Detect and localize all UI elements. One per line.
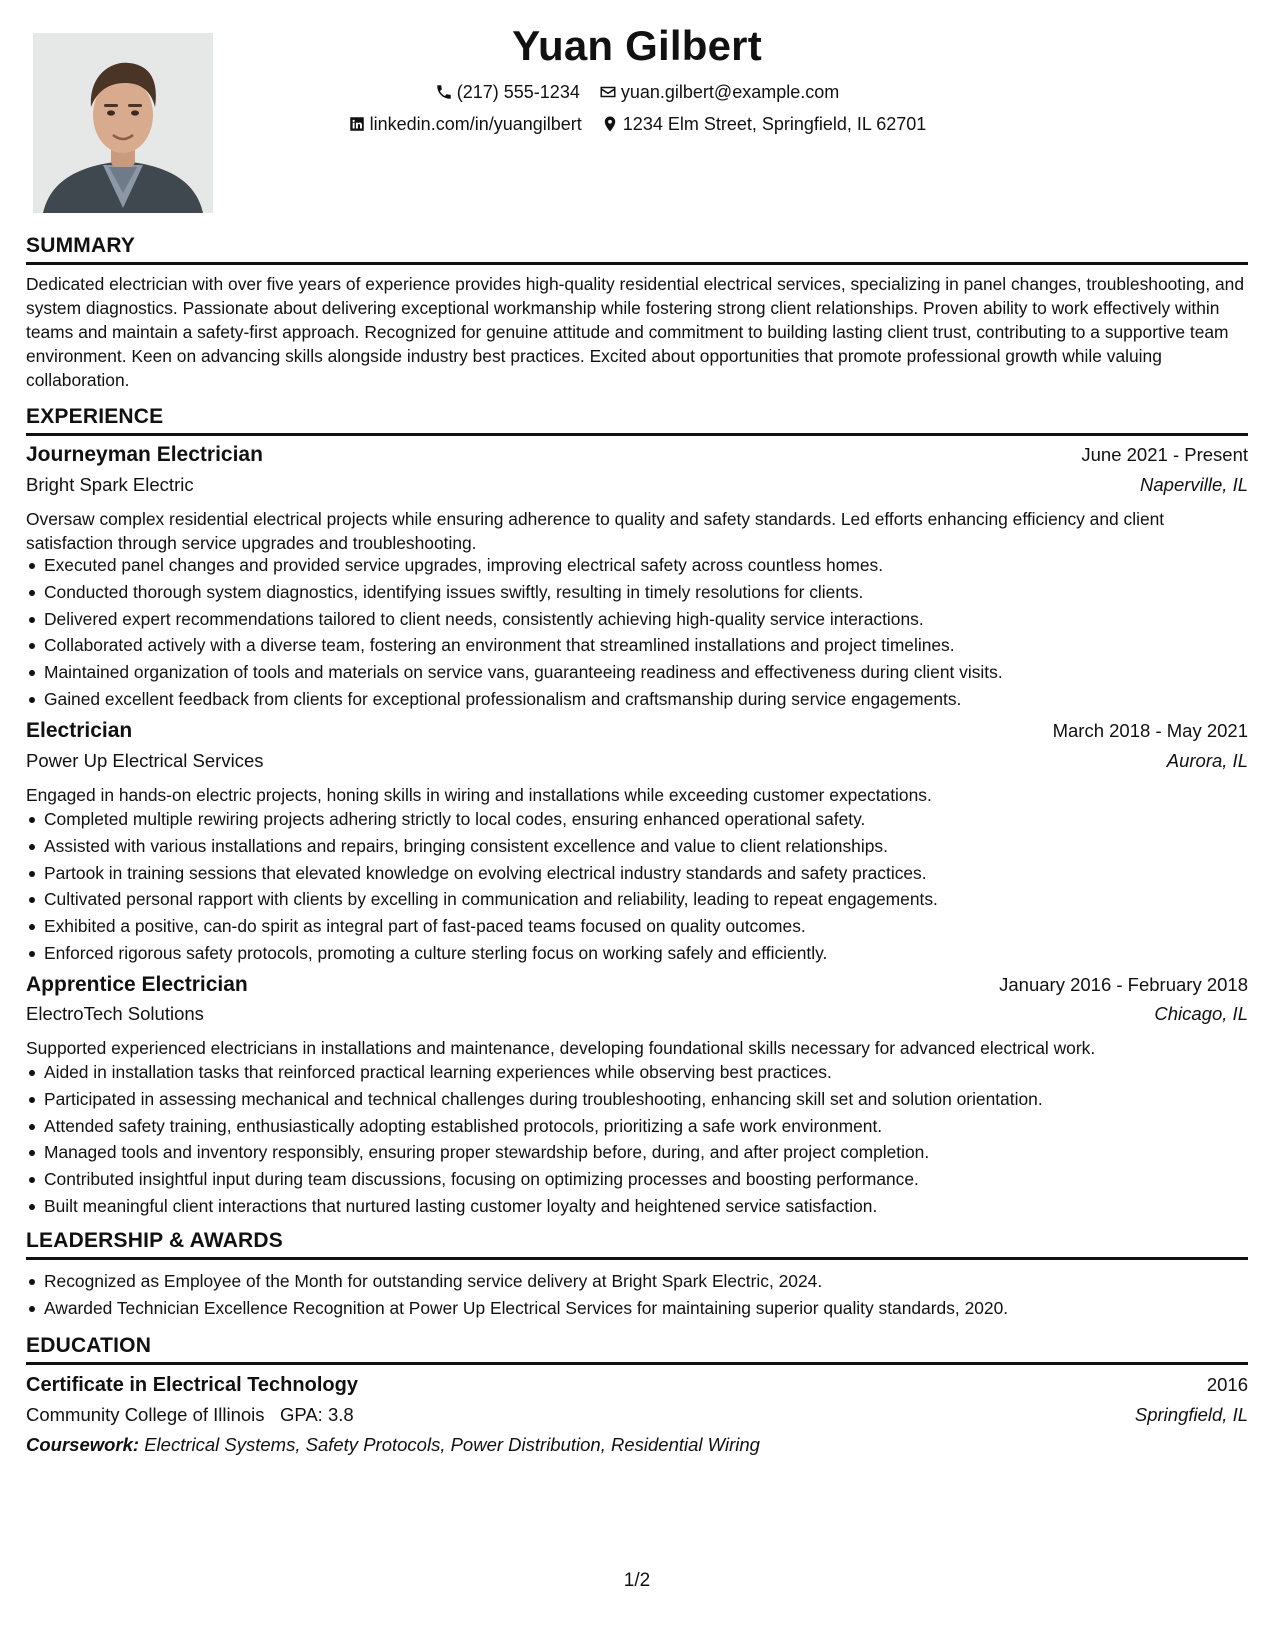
list-item: Enforced rigorous safety protocols, promoting a culture sterling focus on working safely and efficiently. (44, 940, 1266, 967)
list-item: Maintained organization of tools and materials on service vans, guaranteeing readiness and effectiveness during client visits. (44, 659, 1266, 686)
job-dates: June 2021 - Present (1081, 444, 1248, 465)
linkedin-icon (348, 115, 366, 133)
job-description: Engaged in hands-on electric projects, honing skills in wiring and installations while exceeding customer expectations. (26, 785, 932, 805)
gpa: GPA: 3.8 (279, 1404, 354, 1425)
school-name: Community College of Illinois (26, 1404, 265, 1425)
linkedin-contact[interactable] (348, 113, 582, 135)
job-description: Oversaw complex residential electrical projects while ensuring adherence to quality and safety standards. Led efforts enhancing efficiency and client satisfaction through service upgrades and troubleshooting. (26, 509, 1165, 553)
list-item: Recognized as Employee of the Month for outstanding service delivery at Bright Spark Electric, 2024. (44, 1268, 1266, 1295)
list-item: Partook in training sessions that elevated knowledge on evolving electrical industry standards and safety practices. (44, 860, 1266, 887)
education-heading: EDUCATION (26, 1334, 1248, 1365)
contact-line-1 (26, 81, 1248, 106)
company-name: Power Up Electrical Services (26, 750, 264, 771)
job-title: Journeyman Electrician (26, 443, 263, 466)
degree-name: Certificate in Electrical Technology (26, 1374, 358, 1396)
job-title: Electrician (26, 719, 133, 742)
list-item: Awarded Technician Excellence Recognition at Power Up Electrical Services for maintaining superior quality standards, 2020. (44, 1295, 1266, 1322)
list-item: Cultivated personal rapport with clients by excelling in communication and reliability, leading to repeat engagements. (44, 886, 1266, 913)
summary-text: Dedicated electrician with over five years of experience provides high-quality residential electrical services, specializing in panel changes, troubleshooting, and system diagnostics. Passionate about delivering exceptional workmanship while fostering strong client relationships. Proven ability to work effectively within teams and maintain a safety-first approach. Recognized for genuine attitude and commitment to building lasting client trust, contributing to a supportive team environment. Keen on advancing skills alongside industry best practices. Excited about opportunities that promote professional growth while valuing collaboration. (26, 274, 1245, 390)
map-pin-icon (601, 115, 619, 133)
list-item: Executed panel changes and provided service upgrades, improving electrical safety across countless homes. (44, 552, 1266, 579)
job-location: Chicago, IL (1154, 1003, 1248, 1024)
list-item: Conducted thorough system diagnostics, identifying issues swiftly, resulting in timely resolutions for clients. (44, 579, 1266, 606)
phone-contact[interactable] (435, 81, 580, 103)
list-item: Managed tools and inventory responsibly, ensuring proper stewardship before, during, and after project completion. (44, 1139, 1266, 1166)
list-item: Participated in assessing mechanical and technical challenges during troubleshooting, enhancing skill set and solution orientation. (44, 1086, 1266, 1113)
experience-heading: EXPERIENCE (26, 405, 1248, 436)
company-name: ElectroTech Solutions (26, 1003, 204, 1024)
list-item: Built meaningful client interactions that nurtured lasting customer loyalty and heightened service satisfaction. (44, 1193, 1266, 1220)
phone-icon (435, 83, 453, 101)
contact-line-2 (26, 113, 1248, 138)
company-name: Bright Spark Electric (26, 474, 194, 495)
job-dates: January 2016 - February 2018 (999, 974, 1248, 995)
candidate-name: Yuan Gilbert (512, 22, 762, 69)
job-dates: March 2018 - May 2021 (1052, 720, 1248, 741)
email-address: yuan.gilbert@example.com (620, 82, 840, 102)
resume-page (26, 0, 1248, 1650)
job-description: Supported experienced electricians in installations and maintenance, developing foundational skills necessary for advanced electrical work. (26, 1038, 1096, 1058)
address-contact (601, 113, 927, 135)
envelope-icon (599, 83, 617, 101)
list-item: Gained excellent feedback from clients for exceptional professionalism and craftsmanship during service engagements. (44, 686, 1266, 713)
street-address: 1234 Elm Street, Springfield, IL 62701 (622, 114, 927, 134)
coursework-line (26, 1434, 760, 1456)
email-contact[interactable] (599, 81, 839, 103)
list-item: Delivered expert recommendations tailored to client needs, consistently achieving high-quality service interactions. (44, 606, 1266, 633)
linkedin-url: linkedin.com/in/yuangilbert (369, 114, 582, 134)
list-item: Aided in installation tasks that reinforced practical learning experiences while observing best practices. (44, 1059, 1266, 1086)
list-item: Attended safety training, enthusiastically adopting established protocols, prioritizing a safe work environment. (44, 1113, 1266, 1140)
graduation-year: 2016 (1206, 1374, 1248, 1395)
job-bullets (26, 806, 1266, 967)
list-item: Exhibited a positive, can-do spirit as integral part of fast-paced teams focused on quality outcomes. (44, 913, 1266, 940)
list-item: Completed multiple rewiring projects adhering strictly to local codes, ensuring enhanced operational safety. (44, 806, 1266, 833)
school-location: Springfield, IL (1134, 1404, 1248, 1425)
leadership-bullets (26, 1268, 1266, 1322)
job-bullets (26, 552, 1266, 713)
job-title: Apprentice Electrician (26, 973, 248, 996)
job-location: Naperville, IL (1140, 474, 1248, 495)
job-bullets (26, 1059, 1266, 1220)
coursework-list: Electrical Systems, Safety Protocols, Power Distribution, Residential Wiring (144, 1434, 760, 1455)
job-location: Aurora, IL (1166, 750, 1248, 771)
phone-number: (217) 555-1234 (456, 82, 580, 102)
page-number: 1/2 (623, 1570, 651, 1591)
list-item: Collaborated actively with a diverse team, fostering an environment that streamlined installations and project timelines. (44, 632, 1266, 659)
school-line (26, 1404, 354, 1426)
list-item: Assisted with various installations and repairs, bringing consistent excellence and value to client relationships. (44, 833, 1266, 860)
coursework-label: Coursework: (26, 1434, 140, 1455)
list-item: Contributed insightful input during team discussions, focusing on optimizing processes and boosting performance. (44, 1166, 1266, 1193)
summary-heading: SUMMARY (26, 234, 1248, 265)
leadership-heading: LEADERSHIP & AWARDS (26, 1229, 1248, 1260)
